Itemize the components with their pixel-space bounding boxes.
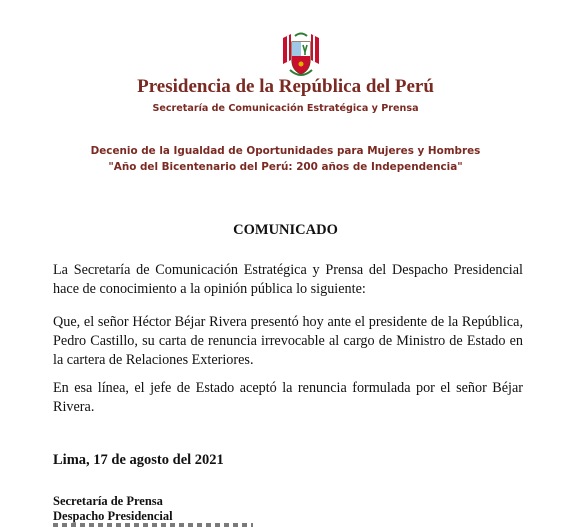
paragraph-intro: La Secretaría de Comunicación Estratégica y Prensa del Despacho Presidencial hace de conocimiento a la opinión pública lo siguiente: — [53, 262, 523, 297]
paragraph-resignation: Que, el señor Héctor Béjar Rivera presentó hoy ante el presidente de la República, Pedro Castillo, su carta de renuncia irrevocable al cargo de Ministro de Estado en la cartera de Relaciones Exteriores. — [53, 314, 523, 368]
coat-of-arms-peru-icon — [277, 30, 325, 80]
year-name: "Año del Bicentenario del Perú: 200 años de Independencia" — [108, 161, 463, 173]
document-title: COMUNICADO — [233, 222, 338, 238]
organization-name: Presidencia de la República del Perú — [137, 76, 434, 97]
signature-line-1: Secretaría de Prensa — [53, 494, 163, 508]
paragraph-acceptance: En esa línea, el jefe de Estado aceptó la renuncia formulada por el señor Béjar Rivera. — [53, 380, 523, 415]
cropped-text-line — [53, 523, 253, 527]
secretariat-name: Secretaría de Comunicación Estratégica y Prensa — [152, 103, 419, 114]
date-line: Lima, 17 de agosto del 2021 — [53, 452, 224, 468]
signature-line-2: Despacho Presidencial — [53, 509, 173, 523]
decade-motto: Decenio de la Igualdad de Oportunidades para Mujeres y Hombres — [90, 145, 481, 157]
